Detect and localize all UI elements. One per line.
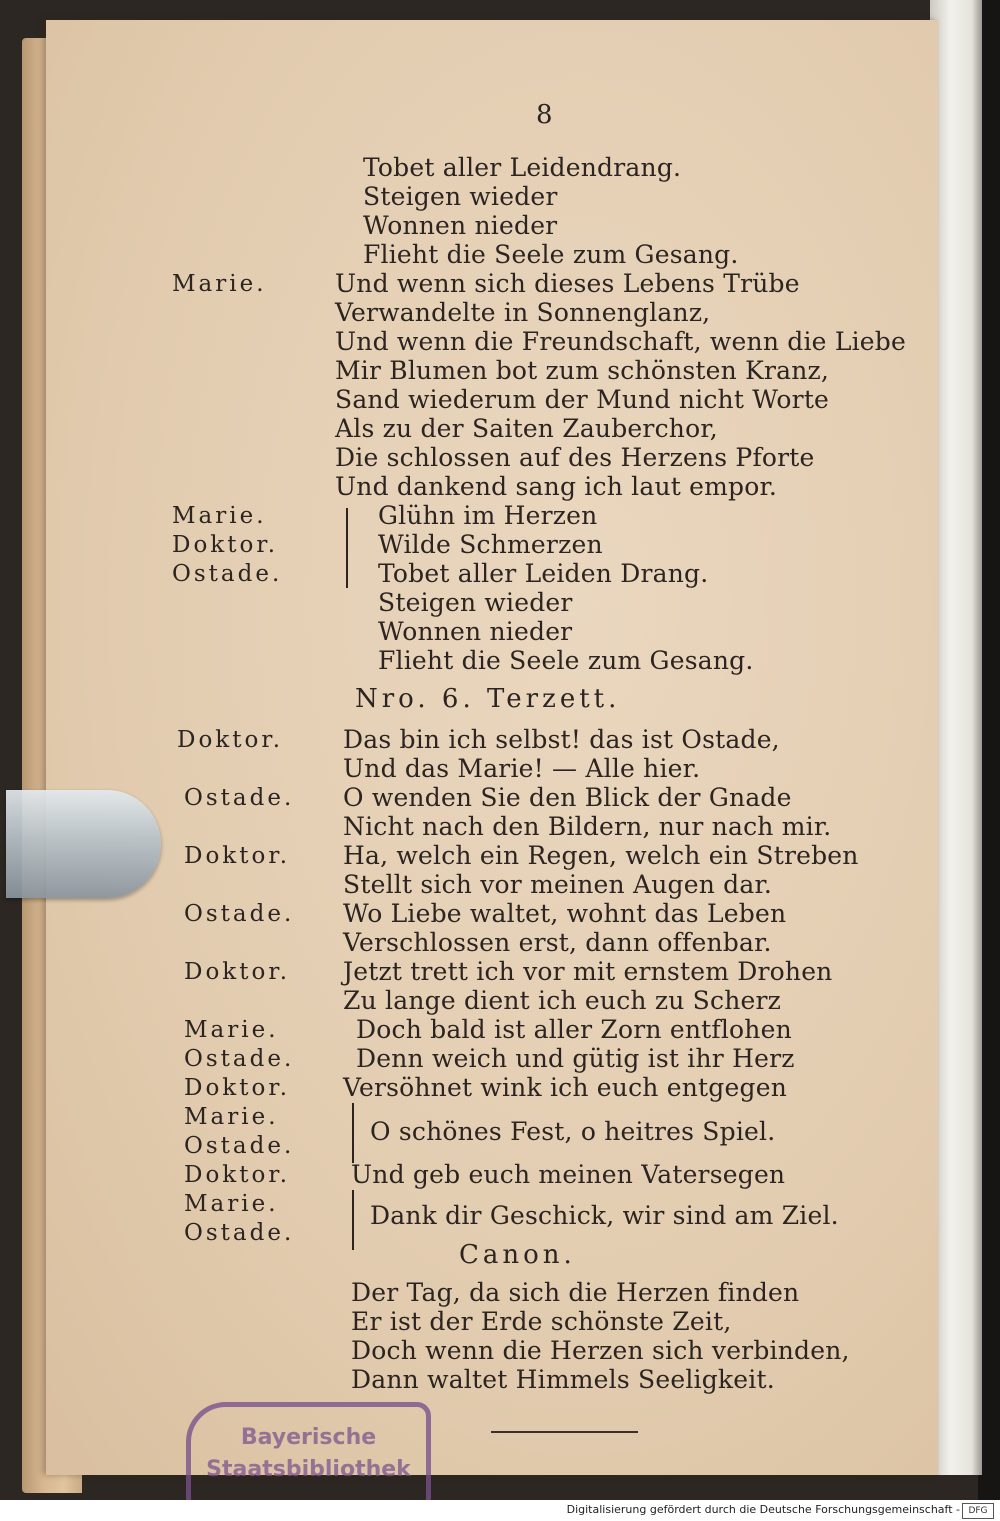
verse-line: Tobet aller Leidendrang. xyxy=(363,153,682,182)
speaker-name: Doktor. xyxy=(184,843,291,869)
speaker-name: Doktor. xyxy=(184,1162,291,1188)
verse-line: Denn weich und gütig ist ihr Herz xyxy=(356,1044,795,1073)
speaker-name: Ostade. xyxy=(184,1046,295,1072)
speaker-name: Marie. xyxy=(184,1191,279,1217)
verse-line: Und geb euch meinen Vatersegen xyxy=(351,1160,786,1189)
verse-line: Wo Liebe waltet, wohnt das Leben xyxy=(343,899,787,928)
verse-line: Und wenn sich dieses Lebens Trübe xyxy=(335,269,800,298)
stamp-line-1: Bayerische xyxy=(240,1425,377,1450)
speaker-name: Doktor. xyxy=(184,1075,291,1101)
verse-line: Wonnen nieder xyxy=(378,617,573,646)
verse-line: Verschlossen erst, dann offenbar. xyxy=(343,928,772,957)
verse-line: Die schlossen auf des Herzens Pforte xyxy=(335,443,815,472)
verse-line: Sand wiederum der Mund nicht Worte xyxy=(335,385,830,414)
stamp-line-2: Staatsbibliothek xyxy=(206,1457,411,1482)
verse-line: Wilde Schmerzen xyxy=(378,530,603,559)
page-number: 8 xyxy=(536,100,553,130)
speaker-name: Ostade. xyxy=(184,901,295,927)
verse-line: Zu lange dient ich euch zu Scherz xyxy=(343,986,782,1015)
section-heading-canon: Canon. xyxy=(459,1240,576,1270)
verse-line: Jetzt trett ich vor mit ernstem Drohen xyxy=(343,957,833,986)
verse-line: Wonnen nieder xyxy=(363,211,558,240)
verse-line: Doch bald ist aller Zorn entflohen xyxy=(356,1015,792,1044)
speaker-name: Ostade. xyxy=(184,785,295,811)
verse-line: Dank dir Geschick, wir sind am Ziel. xyxy=(370,1201,839,1230)
funding-notice: Digitalisierung gefördert durch die Deutsche Forschungsgemeinschaft - xyxy=(566,1503,960,1516)
speaker-name: Marie. xyxy=(184,1017,279,1043)
footer-bar xyxy=(0,1500,1000,1521)
scanner-thumb-holder xyxy=(6,790,161,898)
speaker-name: Marie. xyxy=(172,503,267,529)
verse-line: Versöhnet wink ich euch entgegen xyxy=(343,1073,787,1102)
speaker-name: Doktor. xyxy=(172,532,279,558)
verse-line: Der Tag, da sich die Herzen finden xyxy=(351,1278,800,1307)
section-heading-terzett: Nro. 6. Terzett. xyxy=(355,684,621,714)
verse-line: O schönes Fest, o heitres Spiel. xyxy=(370,1117,776,1146)
speaker-name: Doktor. xyxy=(177,727,284,753)
verse-line: Doch wenn die Herzen sich verbinden, xyxy=(351,1336,850,1365)
speaker-brace xyxy=(352,1103,360,1163)
verse-line: Tobet aller Leiden Drang. xyxy=(378,559,709,588)
book-page xyxy=(46,20,938,1482)
closing-rule xyxy=(491,1431,638,1433)
verse-line: Ha, welch ein Regen, welch ein Streben xyxy=(343,841,859,870)
speaker-brace xyxy=(352,1190,360,1250)
verse-line: Steigen wieder xyxy=(363,182,558,211)
library-stamp xyxy=(186,1402,431,1512)
speaker-name: Marie. xyxy=(184,1104,279,1130)
verse-line: O wenden Sie den Blick der Gnade xyxy=(343,783,792,812)
dfg-logo-icon: DFG xyxy=(962,1503,994,1519)
verse-line: Nicht nach den Bildern, nur nach mir. xyxy=(343,812,832,841)
verse-line: Und das Marie! — Alle hier. xyxy=(343,754,701,783)
verse-line: Er ist der Erde schönste Zeit, xyxy=(351,1307,732,1336)
verse-line: Flieht die Seele zum Gesang. xyxy=(363,240,739,269)
verse-line: Das bin ich selbst! das ist Ostade, xyxy=(343,725,780,754)
speaker-name: Doktor. xyxy=(184,959,291,985)
speaker-brace xyxy=(346,508,354,588)
verse-line: Als zu der Saiten Zauberchor, xyxy=(335,414,718,443)
verse-line: Stellt sich vor meinen Augen dar. xyxy=(343,870,772,899)
verse-line: Mir Blumen bot zum schönsten Kranz, xyxy=(335,356,830,385)
speaker-name: Ostade. xyxy=(172,561,283,587)
speaker-name: Ostade. xyxy=(184,1220,295,1246)
verse-line: Und wenn die Freundschaft, wenn die Liebe xyxy=(335,327,907,356)
speaker-name: Marie. xyxy=(172,271,267,297)
verse-line: Steigen wieder xyxy=(378,588,573,617)
verse-line: Verwandelte in Sonnenglanz, xyxy=(335,298,711,327)
verse-line: Und dankend sang ich laut empor. xyxy=(335,472,778,501)
speaker-name: Ostade. xyxy=(184,1133,295,1159)
verse-line: Flieht die Seele zum Gesang. xyxy=(378,646,754,675)
verse-line: Dann waltet Himmels Seeligkeit. xyxy=(351,1365,775,1394)
verse-line: Glühn im Herzen xyxy=(378,501,598,530)
